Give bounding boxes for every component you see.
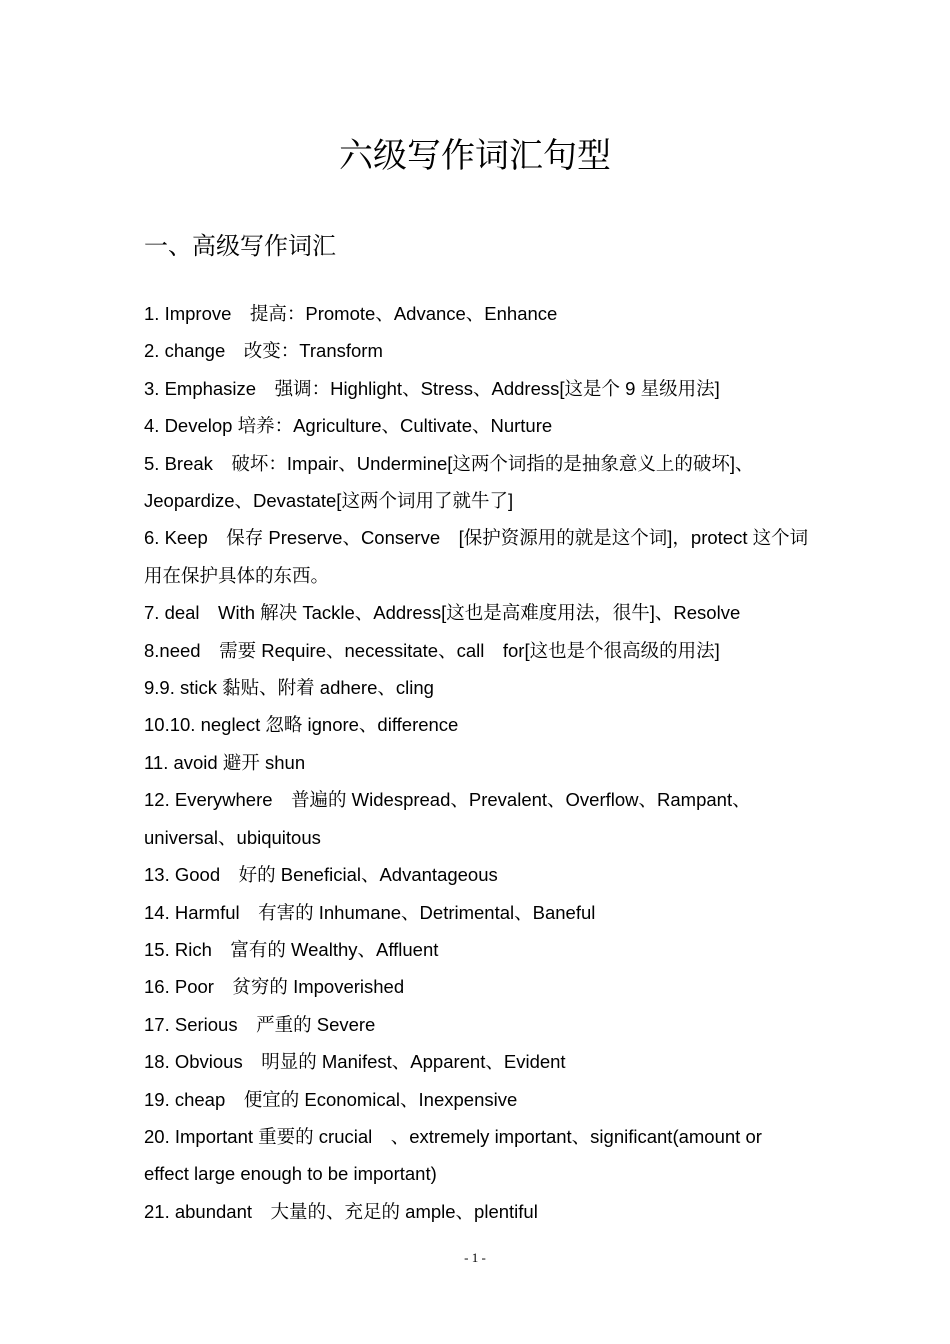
list-item: 16. Poor 贫穷的 Impoverished <box>144 976 405 998</box>
list-item: 15. Rich 富有的 Wealthy、Affluent <box>144 938 439 960</box>
vocabulary-list <box>144 295 810 1230</box>
list-item: 21. abundant 大量的、充足的 ample、plentiful <box>144 1200 538 1222</box>
document-title: 六级写作词汇句型 <box>339 136 611 176</box>
list-item: 17. Serious 严重的 Severe <box>144 1013 376 1035</box>
list-item: 7. deal With 解决 Tackle、Address[这也是高难度用法，很牛]、Resolve <box>144 602 741 624</box>
list-item: 19. cheap 便宜的 Economical、Inexpensive <box>144 1088 518 1110</box>
page-number: - 1 - <box>464 1250 486 1265</box>
list-item: 9.9. stick 黏贴、附着 adhere、cling <box>144 677 434 699</box>
list-item: 10.10. neglect 忽略 ignore、difference <box>144 714 459 736</box>
list-item: 8.need 需要 Require、necessitate、call for[这也是个很高级的用法] <box>144 639 720 661</box>
list-item: 18. Obvious 明显的 Manifest、Apparent、Evident <box>144 1051 566 1073</box>
list-item: 12. Everywhere 普遍的 Widespread、Prevalent、Overflow、Rampant、universal、ubiquitous <box>144 789 751 848</box>
list-item: 2. change 改变：Transform <box>144 340 383 362</box>
list-item: 13. Good 好的 Beneficial、Advantageous <box>144 864 498 886</box>
list-item: 14. Harmful 有害的 Inhumane、Detrimental、Baneful <box>144 901 596 923</box>
list-item: 20. Important 重要的 crucial 、extremely important、significant(amount or effect large enough to be important) <box>144 1125 762 1185</box>
list-item: 6. Keep 保存 Preserve、Conserve [保护资源用的就是这个词]，protect 这个词用在保护具体的东西。 <box>144 527 809 586</box>
list-item: 5. Break 破坏：Impair、Undermine[这两个词指的是抽象意义上的破坏]、Jeopardize、Devastate[这两个词用了就牛了] <box>144 452 754 512</box>
section-heading: 一、高级写作词汇 <box>144 232 336 260</box>
list-item: 4. Develop 培养：Agriculture、Cultivate、Nurture <box>144 415 553 437</box>
list-item: 11. avoid 避开 shun <box>144 751 306 773</box>
list-item: 1. Improve 提高：Promote、Advance、Enhance <box>144 303 558 324</box>
list-item: 3. Emphasize 强调：Highlight、Stress、Address[这是个 9 星级用法] <box>144 377 720 399</box>
